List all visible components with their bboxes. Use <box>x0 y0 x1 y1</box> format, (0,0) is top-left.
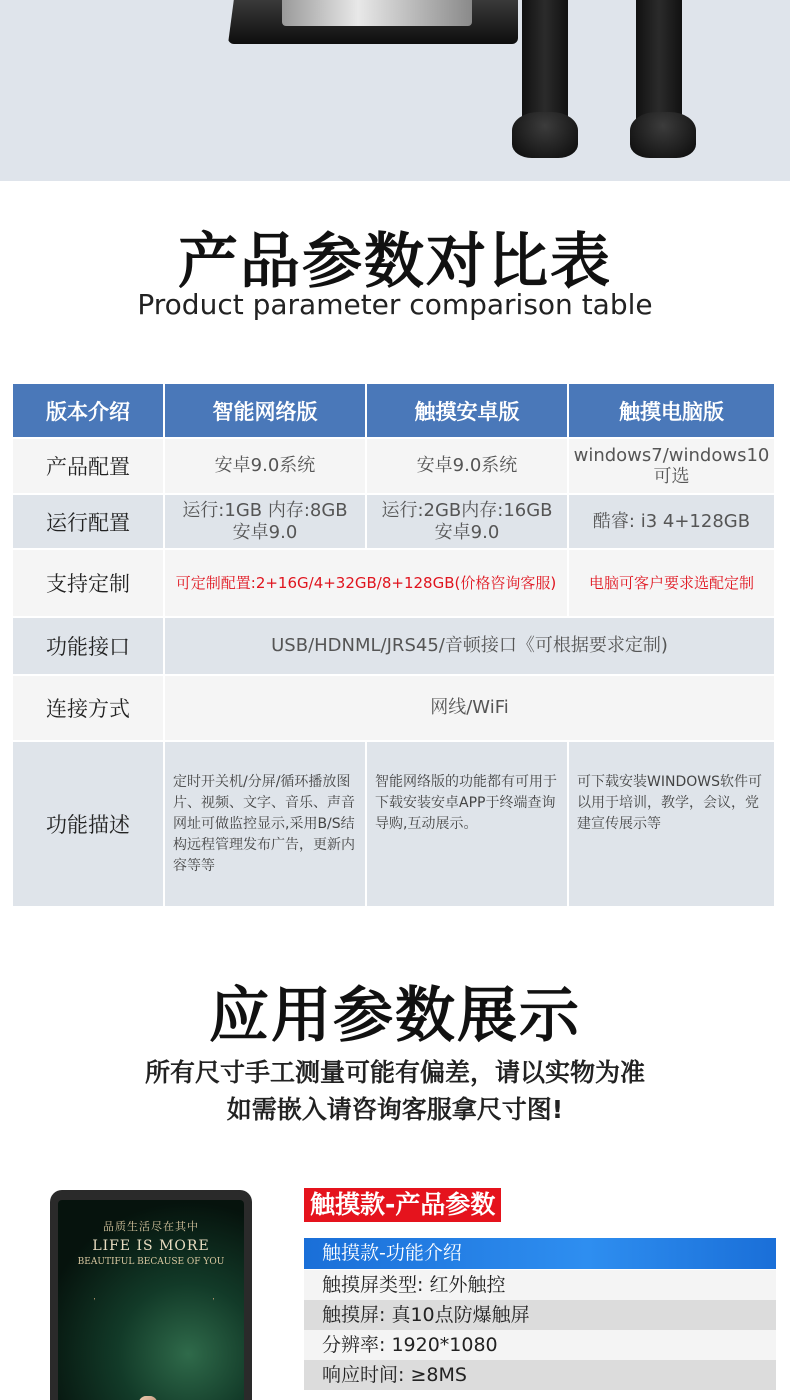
header-network: 智能网络版 <box>165 384 367 439</box>
spec-tag: 触摸款-产品参数 <box>304 1188 501 1222</box>
embed-note: 如需嵌入请咨询客服拿尺寸图! <box>226 1095 564 1124</box>
desc-pc: 可下载安装WINDOWS软件可以用于培训，教学，会议，党建宣传展示等 <box>569 742 776 908</box>
header-touch-android: 触摸安卓版 <box>367 384 569 439</box>
comparison-title: 产品参数对比表 <box>178 227 612 297</box>
row-label-connect: 连接方式 <box>13 676 165 742</box>
hero-banner <box>0 0 790 181</box>
ports-value: USB/HDNML/JRS45/音顿接口《可根据要求定制) <box>165 618 776 676</box>
custom-pc: 电脑可客户要求选配定制 <box>569 550 776 618</box>
row-label-config: 产品配置 <box>13 439 165 495</box>
row-label-custom: 支持定制 <box>13 550 165 618</box>
desc-android: 智能网络版的功能都有可用于下载安装安卓APP于终端查询导购,互动展示。 <box>367 742 569 908</box>
person-leg-right <box>636 0 682 128</box>
spec-item: 分辨率: 1920*1080 <box>304 1330 776 1360</box>
screen-text-en-sub: BEAUTIFUL BECAUSE OF YOU <box>77 1257 225 1267</box>
kiosk-stand-image <box>282 0 472 26</box>
application-title: 应用参数展示 <box>209 981 581 1051</box>
runtime-android: 运行:2GB内存:16GB 安卓9.0 <box>367 495 569 550</box>
header-version: 版本介绍 <box>13 384 165 439</box>
row-label-ports: 功能接口 <box>13 618 165 676</box>
row-label-runtime: 运行配置 <box>13 495 165 550</box>
necklace-chain-image <box>94 1298 214 1400</box>
screen-text-en-main: LIFE IS MORE <box>92 1238 210 1254</box>
header-touch-pc: 触摸电脑版 <box>569 384 776 439</box>
spec-header: 触摸款-功能介绍 <box>304 1238 776 1269</box>
config-network: 安卓9.0系统 <box>165 439 367 495</box>
spec-item: 响应时间: ≥8MS <box>304 1360 776 1390</box>
connect-value: 网线/WiFi <box>165 676 776 742</box>
spec-item: 触摸屏: 真10点防爆触屏 <box>304 1300 776 1330</box>
spec-item: 触摸屏类型: 红外触控 <box>304 1270 776 1300</box>
runtime-network: 运行:1GB 内存:8GB 安卓9.0 <box>165 495 367 550</box>
comparison-table <box>13 384 776 908</box>
product-device-image <box>50 1190 252 1400</box>
measurement-note: 所有尺寸手工测量可能有偏差，请以实物为准 <box>144 1058 645 1087</box>
row-label-desc: 功能描述 <box>13 742 165 908</box>
config-android: 安卓9.0系统 <box>367 439 569 495</box>
runtime-pc: 酷睿: i3 4+128GB <box>569 495 776 550</box>
comparison-subtitle: Product parameter comparison table <box>137 288 653 321</box>
device-screen <box>58 1200 244 1400</box>
config-pc: windows7/windows10 可选 <box>569 439 776 495</box>
shoe-left <box>512 112 578 158</box>
screen-text-zh: 品质生活尽在其中 <box>103 1220 199 1233</box>
desc-network: 定时开关机/分屏/循环播放图片、视频、文字、音乐、声音网址可做监控显示,采用B/S结构远程管理发布广告，更新内容等等 <box>165 742 367 908</box>
person-leg-left <box>522 0 568 128</box>
custom-network-android: 可定制配置:2+16G/4+32GB/8+128GB(价格咨询客服) <box>165 550 569 618</box>
shoe-right <box>630 112 696 158</box>
